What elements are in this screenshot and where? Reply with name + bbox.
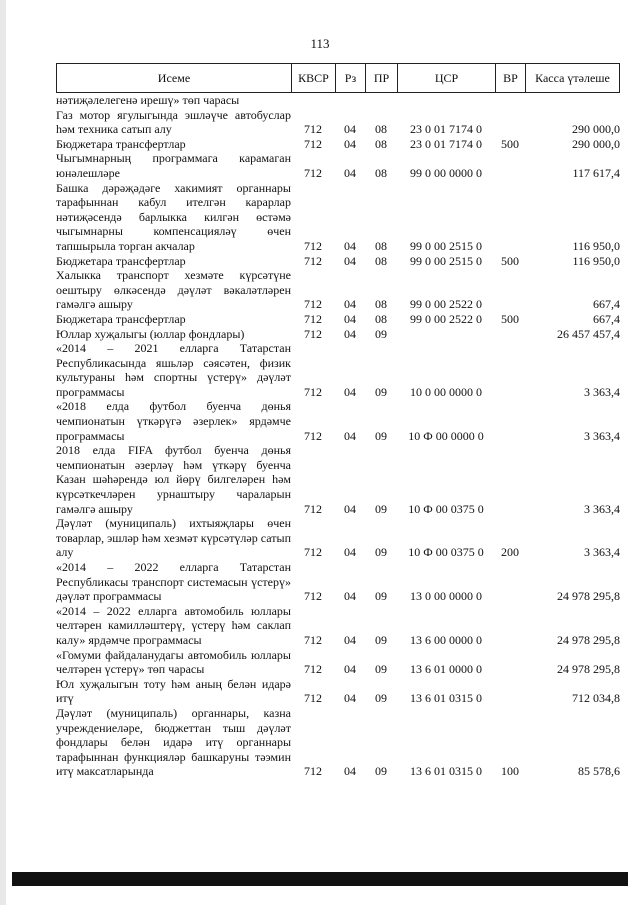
cell-name: «2018 елда футбол буенча дөнья чемпионатын үткәрүгә әзерлек» ярдәмче программасы (56, 399, 291, 443)
cell-kvsr: 712 (304, 428, 322, 443)
cell-kvsr: 712 (304, 253, 322, 268)
cell-sum: 3 363,4 (584, 384, 620, 399)
scan-edge (0, 0, 6, 905)
cell-kvsr: 712 (304, 238, 322, 253)
scan-bottom-bar (12, 872, 628, 886)
table-row (56, 108, 620, 137)
cell-name: 2018 елда FIFA футбол буенча дөнья чемпионатын әзерләү һәм үткәрү буенча Казан шәһәрендә юл йөрү билгеләрен һәм күрсәткечләрен урнаштыру чараларын гамәлгә ашыру (56, 443, 291, 516)
cell-rz: 04 (344, 589, 356, 604)
cell-kvsr: 712 (304, 691, 322, 706)
cell-name: нәтиҗәлелегенә ирешү» төп чарасы (56, 93, 240, 107)
cell-sum: 116 950,0 (572, 253, 620, 268)
cell-sum: 24 978 295,8 (557, 589, 620, 604)
cell-csr: 10 Ф 00 0375 0 (408, 501, 484, 516)
cell-csr: 99 0 00 2522 0 (410, 297, 482, 312)
cell-name: Бюджетара трансфертлар (56, 253, 186, 268)
cell-sum: 3 363,4 (584, 501, 620, 516)
table-row (56, 443, 620, 516)
cell-csr: 13 6 01 0315 0 (410, 764, 482, 779)
cell-vr: 100 (501, 764, 519, 779)
cell-sum: 667,4 (593, 311, 620, 326)
cell-rz: 04 (344, 136, 356, 151)
table-row (56, 648, 620, 677)
table-row (56, 181, 620, 254)
table-row (56, 706, 620, 779)
cell-pr: 09 (375, 501, 387, 516)
cell-csr: 13 6 01 0315 0 (410, 691, 482, 706)
cell-pr: 08 (375, 253, 387, 268)
header-sum: Касса үтәлеше (535, 70, 610, 85)
table-row (56, 254, 620, 269)
header-pr: ПР (366, 64, 398, 92)
cell-name: Башка дәрәҗәдәге хакимият органнары тарафыннан кабул ителгән карарлар нәтиҗәсендә барлыкка килгән өстәмә чыгымнарны компенсацияләү өчен тапшырыла торган акчалар (56, 180, 291, 253)
cell-kvsr: 712 (304, 764, 322, 779)
header-csr: ЦСР (398, 64, 496, 92)
table-row (56, 93, 620, 108)
cell-sum: 3 363,4 (584, 545, 620, 560)
cell-name: «2014 – 2022 елларга автомобиль юллары челтәрен камилләштерү, үстерү һәм саклап калу» ярдәмче программасы (56, 603, 291, 647)
cell-kvsr: 712 (304, 632, 322, 647)
cell-rz: 04 (344, 662, 356, 677)
cell-name: Дәүләт (муниципаль) органнары, казна учреждениеләре, бюджеттан тыш дәүләт фондлары белән идарә итү органнары тарафыннан функцияләр башкаруны тәэмин итү максатларында (56, 705, 291, 779)
header-kvsr: КВСР (292, 64, 336, 92)
cell-pr: 09 (375, 662, 387, 677)
cell-csr: 23 0 01 7174 0 (410, 122, 482, 137)
table-row (56, 327, 620, 342)
cell-kvsr: 712 (304, 545, 322, 560)
cell-name: «Гомуми файдаланудагы автомобиль юллары челтәрен үстерү» төп чарасы (56, 647, 291, 677)
cell-pr: 08 (375, 297, 387, 312)
cell-csr: 99 0 00 2515 0 (410, 253, 482, 268)
cell-sum: 24 978 295,8 (557, 632, 620, 647)
cell-sum: 290 000,0 (572, 136, 620, 151)
cell-sum: 117 617,4 (572, 165, 620, 180)
cell-sum: 116 950,0 (572, 238, 620, 253)
cell-vr: 200 (501, 545, 519, 560)
cell-csr: 99 0 00 0000 0 (410, 165, 482, 180)
table-row (56, 399, 620, 443)
cell-vr: 500 (501, 253, 519, 268)
cell-kvsr: 712 (304, 384, 322, 399)
table-row (56, 341, 620, 399)
cell-kvsr: 712 (304, 311, 322, 326)
cell-name: Юллар хуҗалыгы (юллар фондлары) (56, 326, 245, 341)
cell-pr: 09 (375, 632, 387, 647)
header-vr: ВР (496, 64, 526, 92)
cell-rz: 04 (344, 238, 356, 253)
table-body (56, 93, 620, 779)
table-row (56, 268, 620, 312)
cell-sum: 3 363,4 (584, 428, 620, 443)
cell-name: «2014 – 2021 елларга Татарстан Республикасында яшьләр сәясәтен, физик культураны һәм спортны үстерү» дәүләт программасы (56, 341, 291, 399)
cell-csr: 99 0 00 2515 0 (410, 238, 482, 253)
cell-sum: 26 457 457,4 (557, 326, 620, 341)
cell-name: Халыкка транспорт хезмәте күрсәтүне оештыру өлкәсендә дәүләт вәкаләтләрен гамәлгә ашыру (56, 268, 291, 312)
page-number: 113 (310, 36, 330, 51)
cell-sum: 667,4 (593, 297, 620, 312)
cell-vr: 500 (501, 136, 519, 151)
table-row (56, 677, 620, 706)
cell-csr: 13 6 00 0000 0 (410, 632, 482, 647)
cell-csr: 99 0 00 2522 0 (410, 311, 482, 326)
cell-rz: 04 (344, 253, 356, 268)
cell-rz: 04 (344, 428, 356, 443)
table-row (56, 137, 620, 152)
cell-pr: 09 (375, 326, 387, 341)
cell-pr: 09 (375, 428, 387, 443)
cell-name: Газ мотор ягулыгында эшләүче автобуслар һәм техника сатып алу (56, 107, 291, 137)
cell-rz: 04 (344, 384, 356, 399)
cell-csr: 13 0 00 0000 0 (410, 589, 482, 604)
cell-name: Юл хуҗалыгын тоту һәм аның белән идарә итү (56, 676, 291, 706)
cell-kvsr: 712 (304, 136, 322, 151)
cell-rz: 04 (344, 122, 356, 137)
cell-rz: 04 (344, 501, 356, 516)
cell-rz: 04 (344, 545, 356, 560)
cell-csr: 10 Ф 00 0375 0 (408, 545, 484, 560)
cell-rz: 04 (344, 165, 356, 180)
cell-sum: 24 978 295,8 (557, 662, 620, 677)
cell-pr: 09 (375, 589, 387, 604)
cell-pr: 08 (375, 238, 387, 253)
cell-sum: 85 578,6 (578, 764, 620, 779)
cell-rz: 04 (344, 311, 356, 326)
cell-sum: 290 000,0 (572, 122, 620, 137)
cell-kvsr: 712 (304, 662, 322, 677)
table-row (56, 312, 620, 327)
cell-name: «2014 – 2022 елларга Татарстан Республикасы транспорт системасын үстерү» дәүләт программасы (56, 560, 291, 604)
cell-csr: 23 0 01 7174 0 (410, 136, 482, 151)
cell-rz: 04 (344, 326, 356, 341)
header-rz: Рз (336, 64, 366, 92)
cell-pr: 08 (375, 136, 387, 151)
cell-pr: 08 (375, 122, 387, 137)
cell-pr: 09 (375, 691, 387, 706)
cell-kvsr: 712 (304, 165, 322, 180)
cell-name: Дәүләт (муниципаль) ихтыяҗлары өчен товарлар, эшләр һәм хезмәт күрсәтүләр сатып алу (56, 516, 291, 560)
cell-kvsr: 712 (304, 297, 322, 312)
cell-name: Бюджетара трансфертлар (56, 136, 186, 151)
cell-vr: 500 (501, 311, 519, 326)
table-row (56, 560, 620, 604)
cell-pr: 08 (375, 311, 387, 326)
cell-rz: 04 (344, 764, 356, 779)
cell-pr: 09 (375, 384, 387, 399)
cell-kvsr: 712 (304, 589, 322, 604)
cell-sum: 712 034,8 (572, 691, 620, 706)
cell-csr: 10 0 00 0000 0 (410, 384, 482, 399)
cell-csr: 10 Ф 00 0000 0 (408, 428, 484, 443)
cell-rz: 04 (344, 691, 356, 706)
cell-csr: 13 6 01 0000 0 (410, 662, 482, 677)
table-row (56, 151, 620, 180)
cell-pr: 09 (375, 545, 387, 560)
cell-rz: 04 (344, 632, 356, 647)
cell-name: Бюджетара трансфертлар (56, 311, 186, 326)
table-row (56, 516, 620, 560)
cell-kvsr: 712 (304, 326, 322, 341)
table-header (56, 63, 620, 93)
cell-name: Чыгымнарның программага карамаган юнәлешләре (56, 151, 291, 180)
cell-pr: 08 (375, 165, 387, 180)
cell-kvsr: 712 (304, 501, 322, 516)
cell-kvsr: 712 (304, 122, 322, 137)
header-name: Исеме (57, 64, 292, 92)
cell-rz: 04 (344, 297, 356, 312)
cell-pr: 09 (375, 764, 387, 779)
table-row (56, 604, 620, 648)
